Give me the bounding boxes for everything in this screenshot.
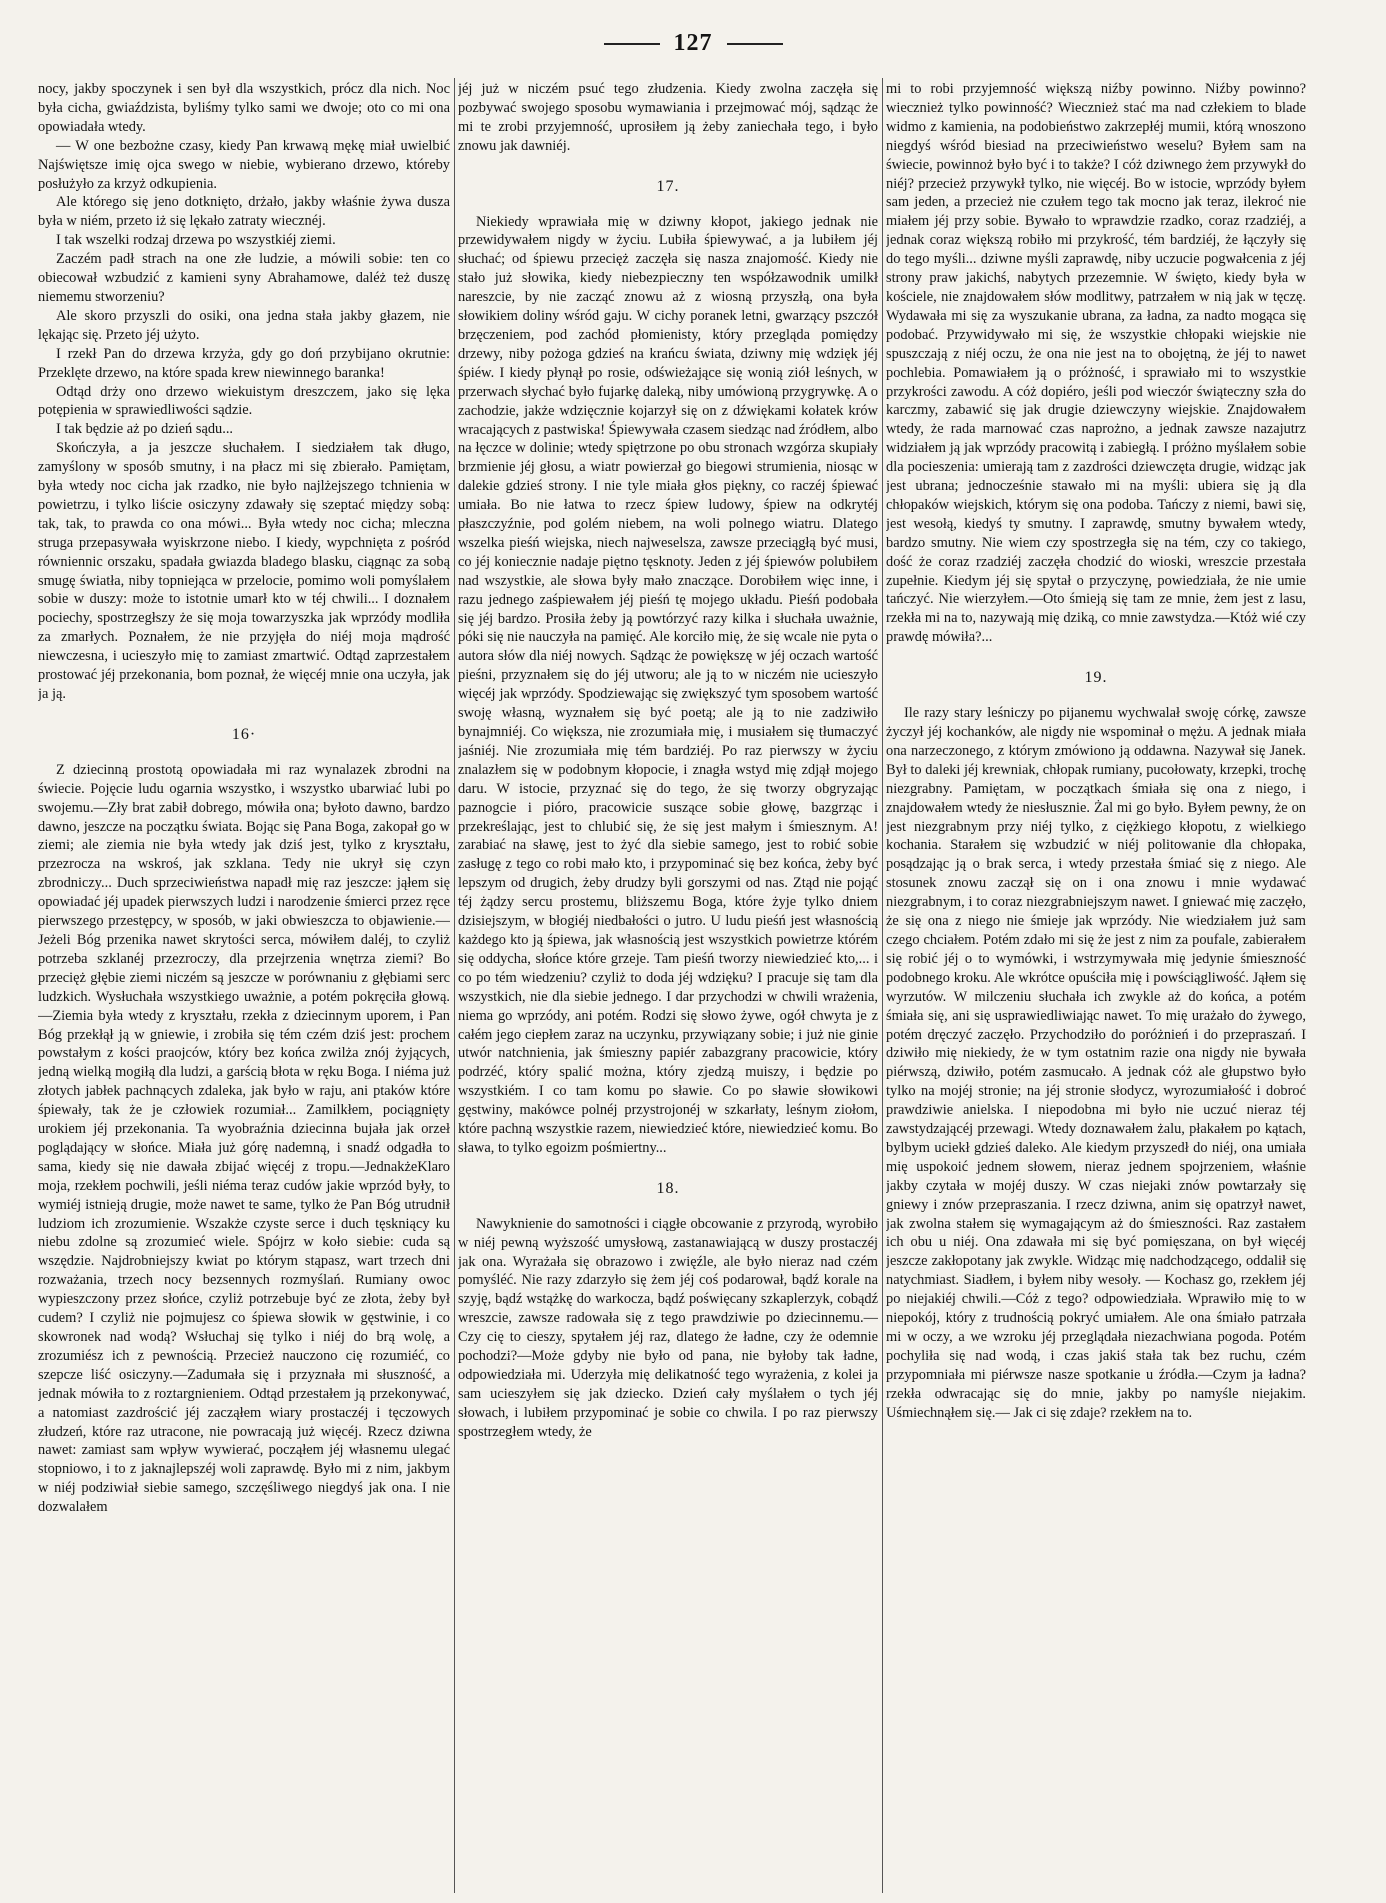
header-rule-left	[604, 43, 660, 45]
column-divider	[882, 78, 883, 1893]
paragraph: Ale którego się jeno dotknięto, drżało, jakby właśnie żywa dusza była w niém, przeto iż się lękało zatraty wiecznéj.	[38, 194, 450, 230]
text-column-1	[38, 80, 450, 1890]
paragraph: I rzekł Pan do drzewa krzyża, gdy go doń przybijano okrutnie: Przeklęte drzewo, na które spada krew niewinnego baranka!	[38, 345, 450, 381]
paragraph: — W one bezbożne czasy, kiedy Pan krwawą mękę miał uwielbić Najświętsze imię ojca swego w niebie, wybierano drzewo, któreby posłużyło za krzyż odkupienia.	[38, 137, 450, 192]
header-rule-right	[727, 43, 783, 45]
paragraph: mi to robi przyjemność większą niźby powinno. Niźby powinno? wiecznież tylko powinność? Wiecznież stać ma nad człekiem to blade widmo z kamienia, na podobieństwo zakrzepłéj mumii, którą wnoszono niegdyś wśród biesiad na przeciwieństwo weselu? Byłem sam na świecie, powinnoż było być i to także? I cóż dziwnego żem przywykł do niéj? przecież przywykł tylko, nie więcéj. Bo w istocie, wprzódy byłem sam jeden, a przecież nie czułem tego tak mocno jak teraz, ilekroć nie miałem jéj przy sobie. Bywało to wprawdzie rzadko, coraz rzadziéj, a jednak coraz większą robiło mi przykrość, tém bardziéj, że łączyły się do tego myśli... dziwne myśli zaprawdę, niby uczucie pogwałcenia z jéj strony praw jakichś, nabytych przezemnie. W święto, kiedy była w kościele, nie znajdowałem słów modlitwy, patrzałem w nią jak w tęczę. Wydawała mi się za wyszukanie ubrana, za ładna, za nadto mogąca się podobać. Przywidywało mi się, że wszystkie chłopaki wiejskie nie spuszczają z niéj oczu, że ona nie jest na to obojętną, że jéj to nawet pochlebia. Pomawiałem ją o próżność, i sprawiało mi to wszystkie przykrości zawodu. A cóż dopiéro, jeśli pod wieczór świąteczny szła do karczmy, zabawić się jak drugie dziewczyny wiejskie. Znajdowałem wtedy, że rada marnować czas naprożno, a jednak zawsze nazajutrz widziałem ją jak wprzódy pracowitą i zabiegłą. I próżno myślałem sobie dla pocieszenia: umierają tam z zazdrości dziewczęta drugie, widząc jak jest ubrana; jednocześnie stawało mi na myśli: ubiera się ją dla chłopaków wiejskich, którym się ona podoba. Tańczy z niemi, bawi się, jest wesołą, kiedyś ty smutny. I zaprawdę, smutny bywałem wtedy, bardzo smutny. Nie wiem czy spostrzegła się na tém, czy co takiego, dość że coraz rzadziéj zaczęła chodzić do wioski, wreszcie przestała zupełnie. Kiedym jéj się spytał o przyczynę, powiedziała, że nie umie tańczyć. Nie wierzyłem.—Oto śmieją się tam ze mnie, żem jest z lasu, rzekła mi na to, nazywają mię dziką, co mnie zawstydza.—Któż wié czy prawdę mówiła?...	[886, 81, 1306, 646]
paragraph: Ile razy stary leśniczy po pijanemu wychwalał swoję córkę, zawsze życzył jéj kochanków, ale nigdy nie wspominał o mężu. A jednak miała ona narzeczonego, z którym zmówiono ją oddawna. Nazywał się Janek. Był to daleki jéj krewniak, chłopak rumiany, pucołowaty, krzepki, trochę niezgrabny. Pamiętam, w początkach śmiała się ona z niego, i znajdowałem wtedy że niesłusznie. Żal mi go było. Byłem pewny, że on jest niezgrabnym przy niéj tylko, z ciężkiego kłopotu, z wielkiego kochania. Starałem się wzbudzić w niéj politowanie dla chłopaka, posądzając ją o brak serca, i wtedy przestała śmiać się z niego. Ale stosunek znowu zaczął się on i ona znowu i mnie wydawać niezgrabnym, i to coraz niezgrabniejszym nawet. I gniewać mię zaczęło, że się ona z niego nie śmieje jak wprzódy. Nie wiedziałem już sam czego chciałem. Potém zdało mi się że jest z nim za poufale, zabierałem się robić jéj o to wymówki, i wstrzymywała mię jedynie śmieszność podobnego kroku. Ale wkrótce opuściła mię i powściągliwość. Jąłem się wyrzutów. W milczeniu słuchała ich zwykle aż do końca, a potém śmiała się, ani się usprawiedliwiając nawet. To mię urażało do żywego, potém dręczyć zaczęło. Przychodziło do poróżnień i do przepraszań. I dziwiło mię niekiedy, że w tym ostatnim razie ona nigdy nie bywała piérwszą, dziwiło, potém zasmucało. A jednak cóż ale głupstwo było tylko na mojéj stronie; na jéj stronie słodycz, wyrozumiałość i dobroć prawdziwie anielska. I niepodobna mi było nie uczuć nieraz téj zawstydzającéj przewagi. Wtedy doznawałem żalu, płakałem po kątach, bylbym uciekł gdzieś daleko. Ale kiedym przyszedł do niéj, ona umiała mię uspokoić jednem słowem, nieraz jednem spojrzeniem, właśnie jakby czytała w mojéj duszy. W czas niejaki znów powtarzały się gniewy i znów przepraszania. I rzecz dziwna, anim się opatrzył nawet, jak zwolna stałem się wymagającym aż do śmieszności. Raz zastałem ich obu u niéj. Ona zdawała mi się być pomięszana, on był więcéj jeszcze zakłopotany jak zwykle. Widząc mię nadchodzącego, oddalił się natychmiast. Siadłem, i byłem niby wesoły. — Kochasz go, rzekłem jéj po niejakiéj chwili.—Cóż z tego? odpowiedziała. Wprawiło mię to w niepokój, który z trudnością pokryć umiałem. Ale ona śmiało patrzała mi w oczy, a we wzroku jéj przeglądała niezachwiana pogoda. Potém pochyliła się nad wodą, i czas jakiś stała tak bez ruchu, czém przypomniała mi piérwsze nasze spotkanie u źródła.—Czym ja ładna? rzekła odwracając się do mnie, jakby po namyśle niejakim. Uśmiechnąłem się.— Jak ci się zdaje? rzekłem na to.	[886, 705, 1306, 1421]
paragraph: Z dziecinną prostotą opowiadała mi raz wynalazek zbrodni na świecie. Pojęcie ludu ogarnia wszystko, i wszystko ubarwiać lubi po swojemu.—Zły brat zabił dobrego, mówiła ona; byłoto dawno, bardzo dawno, jeszcze na początku świata. Bojąc się Pana Boga, zakopał go w ziemi; ale ziemia nie była wtedy jak dziś jest, tylko z kryształu, przezrocza na wskroś, jak szklana. Tedy nie ukrył się czyn zbrodniczy... Duch sprzeciwieństwa napadł mię raz jeszcze: jąłem się opowiadać jéj upadek pierwszych ludzi i narodzenie śmierci przez ręce pierwszego przestępcy, w sposób, w jaki obwieszcza to objawienie.—Jeżeli Bóg przenika nawet skrytości serca, mówiłem daléj, to czyliż potrzeba szklanéj przezroczy, dla przejrzenia wnętrza ziemi? Bo przecięż głębie ziemi niczém są jeszcze w porównaniu z głębiami serc ludzkich. Wysłuchała wszystkiego uważnie, a potém pokręciła głową.—Ziemia była wtedy z kryształu, rzekła z dziecinnym uporem, i Pan Bóg przekłął ją w gniewie, i zrobiła się tém czém dziś jest: prochem powstałym z kości praojców, który bez końca zwilża znój żyjących, jedną wielką mogiłą dla ludzi, a garścią błota w ręku Boga. I niéma już złotych jabłek pachnących zdaleka, jak było w raju, ani ptaków które śpiewały, tak że je człowiek rozumiał... Zamilkłem, pociągnięty urokiem jéj przekonania. Ta wyobraźnia dziecinna bujała jak orzeł poglądający w słońce. Miała już górę nademną, i snadź odgadła to sama, kiedy się nie dawała zbijać więcéj z tropu.—JednakżeKlaro moja, rzekłem pochwili, jeśli niéma teraz cudów jakie wprzód były, to wymiéj istnieją drugie, może nawet te same, tylko że Pan Bóg utrudnił ludziom ich zrozumienie. Wszakże czyste serce i duch tęskniący ku niebu zdolne są zrozumieć wiele. Spójrz w koło siebie: cuda są wszędzie. Najdrobniejszy kwiat po którym stąpasz, wart trzech dni rozważania, trzech nocy bezsennych rozmyślań. Rumiany owoc wypieszczony przez słońce, czyliż potrzebuje być ze złota, żeby był cudem? I czyliż nie pojmujesz co śpiewa słowik w gęstwinie, i co skowronek nad wodą? Wsłuchaj się tylko i niéj do brą wolę, a zrozumiész ich z pewnością. Przecież nauczono cię rozumiéć, co szepcze liść osiczyny.—Zadumała się i przyznała mi słuszność, a jednak mówiła to z roztargnieniem. Odtąd przestałem ją przekonywać, a natomiast zazdrościć jéj zacząłem wiary prostaczéj i tęczowych złudzeń, które raz utracone, nie powracają już więcéj. Rzecz dziwna nawet: zamiast sam wpływ wywierać, począłem jéj własnemu ulegać stopniowo, i to z jaknajlepszéj woli zaprawdę. Było mi z nim, jakbym w niéj podziwiał siebie samego, szczęśliwego niegdyś jak ona. I nie dozwalałem	[38, 761, 450, 1516]
paragraph: Niekiedy wprawiała mię w dziwny kłopot, jakiego jednak nie przewidywałem nigdy w życiu. Lubiła śpiewywać, a ja lubiłem jéj słuchać; od śpiewu przecięż zaczęła się nasza znajomość. Kiedy nie stało już słowika, kiedy niebezpieczny ten współzawodnik umilkł nareszcie, by nie zacząć znowu aż z wiosną przyszłą, ona była słowikiem doliny wśród gaju. W cichy poranek letni, gwarzący pszczół brzęczeniem, pod zachód płomienisty, który przegląda pomiędzy drzewy, niby pożoga gdzieś na krańcu świata, dziwny mię wdzięk jéj śpiéw. I kiedy płynął po rosie, odświeżające się wonią ziół leśnych, w przerwach słychać było fujarkę daleką, niby umówioną przygrywkę. A o zachodzie, jakże wdzięcznie kojarzył się on z dźwiękami kołatek krów wracających z pastwiska! Śpiewywała czasem siedząc nad źródłem, albo na łęczce w dolinie; wtedy spiętrzone po obu stronach wzgórza skupiały brzmienie jéj głosu, a wiatr powierzał go biegowi strumienia, niosąc w dalekie gdzieś strony. I nie tyle miała głos piękny, co raczéj śpiewać umiała. Bo nie łatwa to rzecz śpiew ludowy, śpiew na odkrytéj płaszczyźnie, pod golém niebem, na woli polnego wiatru. Dlatego wszelka pieśń wiejska, niech najweselsza, zawsze przeciągłą być musi, co jéj koniecznie nadaje piętno tęsknoty. Jeden z jéj śpiewów polubiłem nad wszystkie, ale słowa były mało znaczące. Dorobiłem więc inne, i razu jednego zaśpiewałem jéj pieśń tę mojego układu. Pieśń podobała się jéj bardzo. Prosiła żeby ją powtórzyć razy kilka i słuchała uważnie, póki się nie nauczyła na pamięć. Ale korciło mię, że się wcale nie pyta o autora słów dla niéj nowych. Sądząc że powiększę w jéj oczach wartość pieśni, przyznałem się do jéj utworu; ale ją to w niczém nie ucieszyło więcéj jak wprzódy. Spodziewając się zwiększyć tym sposobem wartość swoję własną, wyznałem się być poetą; ale ją to nie zadziwiło bynajmniéj. Co większa, nie zrozumiała mię, i musiałem się tłumaczyć jaśniéj. Nie zrozumiała mię tém bardziéj. Po raz pierwszy w życiu znalazłem się w podobnym kłopocie, i znagła wstyd mię zdjął mojego daru. W istocie, przyznać się do tego, że się tworzy obgryzając paznogcie i pióro, pracowicie suszące sobie głowę, bazgrząc i przekreślając, jest to chlubić się, że się jest małym i śmiesznym. A! zarabiać na sławę, jest to żyć dla siebie samego, jest to robić sobie zasługę z tego co robi mało kto, i przypominać się bez końca, żeby być lepszym od drugich, żeby drudzy byli gorszymi od nas. Ztąd nie pojąć téj żądzy sercu prostemu, bliższemu Boga, które żyje tylko dniem dzisiejszym, w błogiéj niedbałości o jutro. U ludu pieśń jest własnością każdego kto ją śpiewa, jak własnością jest wszystkich powietrze którém się oddycha, słońce które grzeje. Tam pieśń tworzy niewiedzieć kto,... i co po tém wiedzeniu? czyliż to doda jéj wdzięku? I pracuje się tam dla wszystkich, nie dla siebie jednego. I dar przychodzi w chwili wrażenia, niema go wprzódy, ani potém. Rodzi się słowo żywe, ogół chwyta je z całém jego ciepłem zaraz na uczynku, przywiązany sobie; i już nie ginie utwór natchnienia, jak śmieszny papiér zabazgrany pracowicie, który podrzéć, który spalić można, który zjedzą muiszy, i będzie po wszystkiém. I co tam komu po sławie. Co po sławie słowikowi gęstwiny, makówce polnéj przystrojonéj w szkarłaty, leśnym ziołom, które pachną wszystkie razem, niewiedzieć które, niewiedzieć komu. Bo sława, to tylko egoizm pośmiertny...	[458, 213, 878, 1156]
paragraph: nocy, jakby spoczynek i sen był dla wszystkich, prócz dla nich. Noc była cicha, gwiaździsta, byliśmy tylko sami we dwoje; oto co mi ona opowiadała wtedy.	[38, 81, 450, 135]
page-header	[0, 30, 1386, 57]
section-number: 17.	[656, 177, 680, 195]
paragraph: I tak będzie aż po dzień sądu...	[56, 421, 234, 438]
paragraph: Skończyła, a ja jeszcze słuchałem. I siedziałem tak długo, zamyślony w sposób smutny, i na płacz mi się zbierało. Pamiętam, była wtedy noc cicha jak rzadko, nie było najlżejszego tchnienia w powietrzu, i tylko liście osiczyny zdawały się szeptać między sobą: tak, tak, to prawda co ona mówi... Była wtedy noc cicha; mleczna struga przepasywała wyiskrzone niebo. I kiedy, wypchnięta z pośród równiennic orszaku, spadała gwiazda bladego blasku, ciągnąc za sobą smugę światła, niby topniejąca w przelocie, pomimo woli pomyślałem sobie w duszy: może to istotnie umarł kto w téj chwili... I doznałem pociechy, spostrzegłszy że się moja towarzyszka jak wprzódy modliła za zmarłych. Poznałem, że nie przyjęła do niéj moja mądrość niewczesna, i ucieszyło mię to zamiast zmartwić. Odtąd zaprzestałem prostować jéj przekonania, bom poznał, że więcéj mnie ona uczyła, jak ja ją.	[38, 440, 450, 702]
text-column-2	[458, 80, 878, 1890]
paragraph: Odtąd drży ono drzewo wiekuistym dreszczem, jako się lęka potępienia w sprawiedliwości sądzie.	[38, 383, 450, 419]
paragraph: Zaczém padł strach na one złe ludzie, a mówili sobie: ten co obiecował wzbudzić z kamieni syny Abrahamowe, daléż też duszę niememu stworzeniu?	[38, 251, 450, 305]
text-column-3	[886, 80, 1306, 1890]
paragraph: I tak wszelki rodzaj drzewa po wszystkiéj ziemi.	[56, 232, 336, 249]
section-number: 18.	[656, 1179, 680, 1197]
column-divider	[454, 78, 455, 1893]
page-number: 127	[673, 30, 713, 56]
section-number: 16·	[231, 725, 257, 743]
paragraph: Nawyknienie do samotności i ciągłe obcowanie z przyrodą, wyrobiło w niéj pewną wyższość umysłową, zastanawiającą w duszy prostaczéj jak ona. Wyrażała się obrazowo i zwięźle, ale było nieraz nad czém pomyśléć. Nie razy zdarzyło się żem jéj coś podarował, bądź korale na szyję, bądź wstążkę do warkocza, bądź poświęcany szkaplerzyk, cobądź wreszcie, zawsze radowała się z tego prawdziwie po dziecinnemu.—Czy cię to cieszy, spytałem jéj raz, dlatego że ładne, czy że odemnie pochodzi?—Może gdyby nie było od pana, nie byłoby tak ładne, odpowiedziała mi. Uderzyła mię delikatność tego wyrażenia, z kolei ja sam ucieszyłem się jak dziecko. Dzień cały myślałem o tych jéj słowach, i lubiłem przypominać je sobie co chwila. I po raz pierwszy spostrzegłem wtedy, że	[458, 1215, 878, 1440]
section-number: 19.	[1084, 669, 1108, 687]
paragraph: Ale skoro przyszli do osiki, ona jedna stała jakby głazem, nie lękając się. Przeto jéj użyto.	[38, 307, 450, 343]
paragraph: jéj już w niczém psuć tego złudzenia. Kiedy zwolna zaczęła się pozbywać swojego sposobu wymawiania i przejmować mój, sądząc że mi te zrobi przyjemność, uprosiłem ją żeby zaniechała tego, i było znowu jak dawniéj.	[458, 81, 878, 154]
